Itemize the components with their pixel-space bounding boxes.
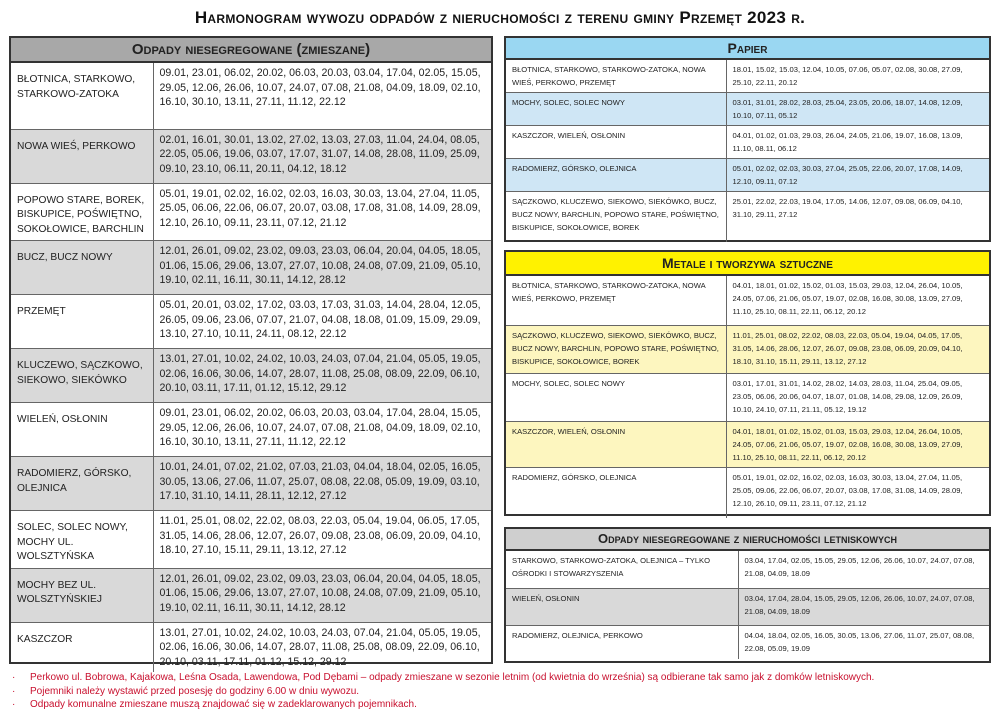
table-row (11, 622, 491, 672)
dates-cell: 04.01, 18.01, 01.02, 15.02, 01.03, 15.03, 29.03, 12.04, 26.04, 10.05, 24.05, 07.06, 21.06, 05.07, 19.07, 02.08, 16.08, 30.08, 13.09, 27.09, 11.10, 25.10, 08.11, 22.11, 06.12, 20.12 (732, 281, 963, 316)
table-row (506, 325, 989, 373)
location-cell: WIELEŃ, OSŁONIN (11, 403, 153, 457)
location-cell: STARKOWO, STARKOWO-ZATOKA, OLEJNICA – TYLKO OŚRODKI I STOWARZYSZENIA (506, 551, 738, 588)
metals-plastics-panel (504, 250, 991, 516)
table-row (506, 421, 989, 467)
summer-houses-panel (504, 527, 991, 663)
location-cell: SOLEC, SOLEC NOWY, MOCHY UL. WOLSZTYŃSKA (11, 511, 153, 569)
location-cell: KASZCZOR, WIELEŃ, OSŁONIN (506, 421, 726, 467)
footnote: · Pojemniki należy wystawić przed posesję do godziny 6.00 w dniu wywozu. (10, 685, 990, 699)
paper-panel (504, 36, 991, 242)
location-cell: MOCHY, SOLEC, SOLEC NOWY (506, 373, 726, 421)
mixed-waste-table (11, 63, 491, 672)
location-cell: KASZCZOR (11, 622, 153, 672)
table-row (11, 241, 491, 295)
dates-cell: 12.01, 26.01, 09.02, 23.02, 09.03, 23.03, 06.04, 20.04, 04.05, 18.05, 01.06, 15.06, 29.06, 13.07, 27.07, 10.08, 24.08, 07.09, 21.09, 05.10, 19.10, 02.11, 16.11, 30.11, 14.12, 28.12 (153, 568, 491, 622)
table-row (506, 551, 989, 588)
summer-houses-rows (506, 551, 989, 659)
dates-cell: 11.01, 25.01, 08.02, 22.02, 08.03, 22.03, 05.04, 19.04, 04.05, 17.05, 31.05, 14.06, 28.06, 12.07, 26.07, 09.08, 23.08, 06.09, 20.09, 04.10, 18.10, 31.10, 15.11, 29.11, 13.12, 27.12 (726, 325, 989, 373)
dates-cell: 03.04, 17.04, 02.05, 15.05, 29.05, 12.06, 26.06, 10.07, 24.07, 07.08, 21.08, 04.09, 18.09 (744, 556, 975, 578)
location-cell: BŁOTNICA, STARKOWO, STARKOWO-ZATOKA, NOWA WIEŚ, PERKOWO, PRZEMĘT (506, 60, 726, 93)
table-row (11, 183, 491, 241)
table-row (506, 276, 989, 325)
summer-houses-table (506, 551, 989, 659)
location-cell: SĄCZKOWO, KLUCZEWO, SIEKOWO, SIEKÓWKO, BUCZ, BUCZ NOWY, BARCHLIN, POPOWO STARE, POŚWIĘTNO, BISKUPICE, SOKOŁOWICE, BOREK (506, 325, 726, 373)
dates-cell: 13.01, 27.01, 10.02, 24.02, 10.03, 24.03, 07.04, 21.04, 05.05, 19.05, 02.06, 16.06, 30.06, 14.07, 28.07, 11.08, 25.08, 08.09, 22.09, 06.10, 20.10, 03.11, 17.11, 01.12, 15.12, 29.12 (153, 622, 491, 672)
table-row (11, 457, 491, 511)
dates-cell: 04.01, 01.02, 01.03, 29.03, 26.04, 24.05, 21.06, 19.07, 16.08, 13.09, 11.10, 08.11, 06.12 (726, 126, 989, 159)
paper-title: Papier (506, 38, 989, 60)
table-row (506, 60, 989, 93)
summer-houses-title: Odpady niesegregowane z nieruchomości letniskowych (506, 529, 989, 551)
dates-cell: 10.01, 24.01, 07.02, 21.02, 07.03, 21.03, 04.04, 18.04, 02.05, 16.05, 30.05, 13.06, 27.06, 11.07, 25.07, 08.08, 22.08, 05.09, 19.09, 03.10, 17.10, 31.10, 14.11, 28.11, 12.12, 27.12 (153, 457, 491, 511)
table-row (11, 295, 491, 349)
location-cell: KLUCZEWO, SĄCZKOWO, SIEKOWO, SIEKÓWKO (11, 349, 153, 403)
table-row (506, 373, 989, 421)
dates-cell: 09.01, 23.01, 06.02, 20.02, 06.03, 20.03, 03.04, 17.04, 28.04, 15.05, 29.05, 12.06, 26.06, 10.07, 24.07, 07.08, 21.08, 04.09, 18.09, 02.10, 16.10, 30.10, 13.11, 27.11, 11.12, 22.12 (153, 403, 491, 457)
location-cell: RADOMIERZ, GÓRSKO, OLEJNICA (11, 457, 153, 511)
table-row (11, 63, 491, 129)
footnotes (10, 671, 990, 712)
dates-cell: 04.04, 18.04, 02.05, 16.05, 30.05, 13.06, 27.06, 11.07, 25.07, 08.08, 22.08, 05.09, 19.09 (738, 625, 989, 659)
table-row (11, 511, 491, 569)
footnote: · Perkowo ul. Bobrowa, Kajakowa, Leśna Osada, Lawendowa, Pod Dębami – odpady zmieszane w sezonie letnim (od kwietnia do września) są odbierane tak samo jak z domków letniskowych. (10, 671, 990, 685)
location-cell: NOWA WIEŚ, PERKOWO (11, 129, 153, 183)
dates-cell: 05.01, 20.01, 03.02, 17.02, 03.03, 17.03, 31.03, 14.04, 28.04, 12.05, 26.05, 09.06, 23.06, 07.07, 21.07, 04.08, 18.08, 01.09, 15.09, 29.09, 13.10, 27.10, 10.11, 24.11, 08.12, 22.12 (153, 295, 491, 349)
dates-cell: 05.01, 02.02, 02.03, 30.03, 27.04, 25.05, 22.06, 20.07, 17.08, 14.09, 12.10, 09.11, 07.12 (726, 159, 989, 192)
location-cell: BUCZ, BUCZ NOWY (11, 241, 153, 295)
dates-cell: 03.01, 17.01, 31.01, 14.02, 28.02, 14.03, 28.03, 11.04, 25.04, 09.05, 23.05, 06.06, 20.06, 04.07, 18.07, 01.08, 14.08, 29.08, 12.09, 26.09, 10.10, 24.10, 07.11, 21.11, 05.12, 19.12 (726, 373, 989, 421)
table-row (506, 126, 989, 159)
dates-cell: 12.01, 26.01, 09.02, 23.02, 09.03, 23.03, 06.04, 20.04, 04.05, 18.05, 01.06, 15.06, 29.06, 13.07, 27.07, 10.08, 24.08, 07.09, 21.09, 05.10, 19.10, 02.11, 16.11, 30.11, 14.12, 28.12 (153, 241, 491, 295)
table-row (506, 192, 989, 242)
page-title: Harmonogram wywozu odpadów z nieruchomości z terenu gminy Przemęt 2023 r. (194, 8, 806, 27)
table-row (506, 588, 989, 625)
paper-table (506, 60, 989, 242)
mixed-waste-rows (11, 63, 491, 672)
dates-cell: 03.01, 31.01, 28.02, 28.03, 25.04, 23.05, 20.06, 18.07, 14.08, 12.09, 10.10, 07.11, 05.12 (726, 93, 989, 126)
table-row (11, 568, 491, 622)
dates-cell: 18.01, 15.02, 15.03, 12.04, 10.05, 07.06, 05.07, 02.08, 30.08, 27.09, 25.10, 22.11, 20.12 (732, 65, 963, 87)
dates-cell: 09.01, 23.01, 06.02, 20.02, 06.03, 20.03, 03.04, 17.04, 02.05, 15.05, 29.05, 12.06, 26.06, 10.07, 24.07, 07.08, 21.08, 04.09, 18.09, 02.10, 16.10, 30.10, 13.11, 27.11, 11.12, 22.12 (159, 67, 481, 108)
mixed-waste-title: Odpady niesegregowane (zmieszane) (11, 38, 491, 63)
dates-cell: 03.04, 17.04, 28.04, 15.05, 29.05, 12.06, 26.06, 10.07, 24.07, 07.08, 21.08, 04.09, 18.09 (738, 588, 989, 625)
table-row (506, 93, 989, 126)
paper-rows (506, 60, 989, 242)
table-row (506, 625, 989, 659)
footnote: · Odpady komunalne zmieszane muszą znajdować się w zadeklarowanych pojemnikach. (10, 698, 990, 712)
location-cell: MOCHY BEZ UL. WOLSZTYŃSKIEJ (11, 568, 153, 622)
table-row (506, 159, 989, 192)
dates-cell: 05.01, 19.01, 02.02, 16.02, 02.03, 16.03, 30.03, 13.04, 27.04, 11.05, 25.05, 06.06, 22.06, 06.07, 20.07, 03.08, 17.08, 31.08, 14.09, 28.09, 12.10, 26.10, 09.11, 23.11, 07.12, 21.12 (153, 183, 491, 241)
dates-cell: 04.01, 18.01, 01.02, 15.02, 01.03, 15.03, 29.03, 12.04, 26.04, 10.05, 24.05, 07.06, 21.06, 05.07, 19.07, 02.08, 16.08, 30.08, 13.09, 27.09, 11.10, 25.10, 08.11, 22.11, 06.12, 20.12 (726, 421, 989, 467)
metals-plastics-rows (506, 276, 989, 518)
mixed-waste-panel (9, 36, 493, 668)
location-cell: POPOWO STARE, BOREK, BISKUPICE, POŚWIĘTNO, SOKOŁOWICE, BARCHLIN (11, 183, 153, 241)
dates-cell: 05.01, 19.01, 02.02, 16.02, 02.03, 16.03, 30.03, 13.04, 27.04, 11.05, 25.05, 09.06, 22.06, 06.07, 20.07, 03.08, 17.08, 31.08, 14.09, 28.09, 12.10, 26.10, 09.11, 23.11, 07.12, 21.12 (726, 467, 989, 518)
location-cell: RADOMIERZ, GÓRSKO, OLEJNICA (506, 467, 726, 518)
location-cell: KASZCZOR, WIELEŃ, OSŁONIN (506, 126, 726, 159)
table-row (11, 349, 491, 403)
location-cell: RADOMIERZ, OLEJNICA, PERKOWO (506, 625, 738, 659)
location-cell: MOCHY, SOLEC, SOLEC NOWY (506, 93, 726, 126)
metals-plastics-table (506, 276, 989, 518)
location-cell: SĄCZKOWO, KLUCZEWO, SIEKOWO, SIEKÓWKO, BUCZ, BUCZ NOWY, BARCHLIN, POPOWO STARE, POŚWIĘTNO, BISKUPICE, SOKOŁOWICE, BOREK (506, 192, 726, 242)
table-row (506, 467, 989, 518)
dates-cell: 13.01, 27.01, 10.02, 24.02, 10.03, 24.03, 07.04, 21.04, 05.05, 19.05, 02.06, 16.06, 30.06, 14.07, 28.07, 11.08, 25.08, 08.09, 22.09, 06.10, 20.10, 03.11, 17.11, 01.12, 15.12, 29.12 (153, 349, 491, 403)
table-row (11, 403, 491, 457)
dates-cell: 25.01, 22.02, 22.03, 19.04, 17.05, 14.06, 12.07, 09.08, 06.09, 04.10, 31.10, 29.11, 27.12 (726, 192, 989, 242)
table-row (11, 129, 491, 183)
location-cell: PRZEMĘT (11, 295, 153, 349)
location-cell: RADOMIERZ, GÓRSKO, OLEJNICA (506, 159, 726, 192)
location-cell: WIELEŃ, OSŁONIN (506, 588, 738, 625)
location-cell: BŁOTNICA, STARKOWO, STARKOWO-ZATOKA (11, 63, 153, 129)
dates-cell: 02.01, 16.01, 30.01, 13.02, 27.02, 13.03, 27.03, 11.04, 24.04, 08.05, 22.05, 05.06, 19.06, 03.07, 17.07, 31.07, 14.08, 28.08, 11.09, 25.09, 09.10, 23.10, 06.11, 20.11, 04.12, 18.12 (153, 129, 491, 183)
metals-plastics-title: Metale i tworzywa sztuczne (506, 252, 989, 276)
dates-cell: 11.01, 25.01, 08.02, 22.02, 08.03, 22.03, 05.04, 19.04, 06.05, 17.05, 31.05, 14.06, 28.06, 12.07, 26.07, 09.08, 23.08, 06.09, 20.09, 04.10, 18.10, 27.10, 15.11, 29.11, 13.12, 27.12 (153, 511, 491, 569)
location-cell: BŁOTNICA, STARKOWO, STARKOWO-ZATOKA, NOWA WIEŚ, PERKOWO, PRZEMĘT (506, 276, 726, 325)
